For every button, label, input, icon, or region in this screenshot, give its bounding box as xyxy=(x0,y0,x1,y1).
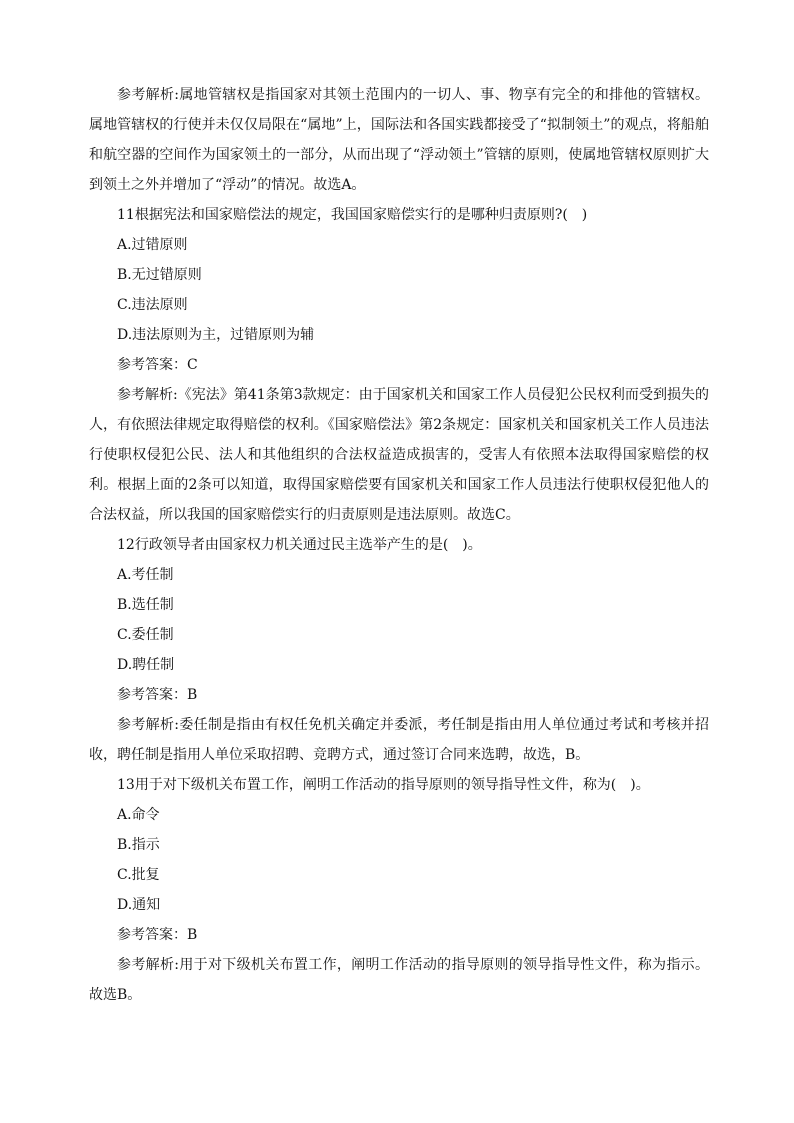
document-page xyxy=(89,80,709,1010)
analysis-paragraph: 参考解析:委任制是指由有权任免机关确定并委派，考任制是指由用人单位通过考试和考核并招收，聘任制是指用人单位采取招聘、竞聘方式，通过签订合同来选聘，故选，B。 xyxy=(89,717,709,763)
option-b: B.无过错原则 xyxy=(117,267,202,283)
option-a: A.命令 xyxy=(117,807,160,823)
option-c: C.委任制 xyxy=(117,627,174,643)
answer-line: 参考答案：B xyxy=(117,687,198,703)
answer-line: 参考答案：B xyxy=(117,927,198,943)
option-c: C.批复 xyxy=(117,867,160,883)
option-d: D.聘任制 xyxy=(117,657,175,673)
option-b: B.选任制 xyxy=(117,597,174,613)
analysis-paragraph: 参考解析:用于对下级机关布置工作，阐明工作活动的指导原则的领导指导性文件，称为指示。故选B。 xyxy=(89,957,709,1003)
option-a: A.考任制 xyxy=(117,567,174,583)
question-13: 13用于对下级机关布置工作，阐明工作活动的指导原则的领导指导性文件，称为( )。 xyxy=(117,777,650,793)
option-a: A.过错原则 xyxy=(117,237,188,253)
question-11: 11根据宪法和国家赔偿法的规定，我国国家赔偿实行的是哪种归责原则?( ) xyxy=(117,207,588,223)
question-12: 12行政领导者由国家权力机关通过民主选举产生的是( )。 xyxy=(117,537,482,553)
option-d: D.通知 xyxy=(117,897,161,913)
option-d: D.违法原则为主，过错原则为辅 xyxy=(117,327,315,343)
answer-line: 参考答案：C xyxy=(117,357,198,373)
analysis-paragraph: 参考解析:属地管辖权是指国家对其领土范围内的一切人、事、物享有完全的和排他的管辖权。属地管辖权的行使并未仅仅局限在“属地”上，国际法和各国实践都接受了“拟制领土”的观点，将船舶和航空器的空间作为国家领土的一部分，从而出现了“浮动领土”管辖的原则，使属地管辖权原则扩大到领土之外并增加了“浮动”的情况。故选A。 xyxy=(89,87,709,193)
option-b: B.指示 xyxy=(117,837,160,853)
option-c: C.违法原则 xyxy=(117,297,188,313)
analysis-paragraph: 参考解析:《宪法》第41条第3款规定：由于国家机关和国家工作人员侵犯公民权利而受到损失的人，有依照法律规定取得赔偿的权利。《国家赔偿法》第2条规定：国家机关和国家机关工作人员违法行使职权侵犯公民、法人和其他组织的合法权益造成损害的，受害人有依照本法取得国家赔偿的权利。根据上面的2条可以知道，取得国家赔偿要有国家机关和国家工作人员违法行使职权侵犯他人的合法权益，所以我国的国家赔偿实行的归责原则是违法原则。故选C。 xyxy=(89,387,709,523)
